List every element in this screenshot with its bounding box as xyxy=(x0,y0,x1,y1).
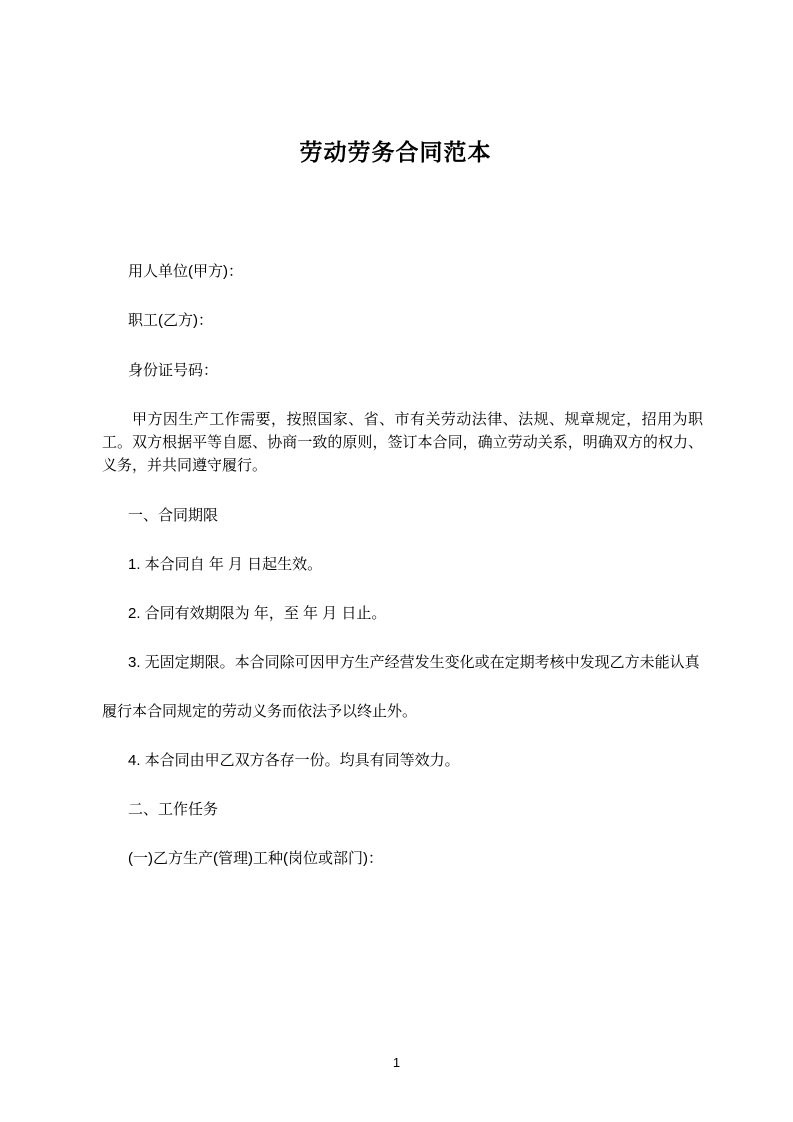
clause-no-fixed-term-continued: 履行本合同规定的劳动义务而依法予以终止外。 xyxy=(102,702,418,720)
clause-effective-date: 1. 本合同自 年 月 日起生效。 xyxy=(128,555,323,573)
clause-no-fixed-term: 3. 无固定期限。本合同除可因甲方生产经营发生变化或在定期考核中发现乙方未能认真 xyxy=(128,654,700,672)
paragraph-preamble: 甲方因生产工作需要，按照国家、省、市有关劳动法律、法规、规章规定，招用为职工。双方根据平等自愿、协商一致的原则，签订本合同，确立劳动关系，明确双方的权力、义务，并共同遵守履行。 xyxy=(102,410,703,475)
section-heading-contract-term: 一、合同期限 xyxy=(128,506,219,524)
section-heading-work-tasks: 二、工作任务 xyxy=(128,801,219,819)
clause-two-copies: 4. 本合同由甲乙双方各存一份。均具有同等效力。 xyxy=(128,751,460,769)
document-body xyxy=(88,260,703,871)
paragraph-employee: 职工(乙方)： xyxy=(128,312,213,330)
paragraph-id-number: 身份证号码： xyxy=(128,361,219,379)
page-title: 劳动劳务合同范本 xyxy=(299,139,492,165)
paragraph-employer: 用人单位(甲方)： xyxy=(128,263,243,281)
page-number: 1 xyxy=(392,1055,401,1070)
clause-job-type: (一)乙方生产(管理)工种(岗位或部门)： xyxy=(128,850,383,868)
clause-valid-period: 2. 合同有效期限为 年，至 年 月 日止。 xyxy=(128,605,387,623)
